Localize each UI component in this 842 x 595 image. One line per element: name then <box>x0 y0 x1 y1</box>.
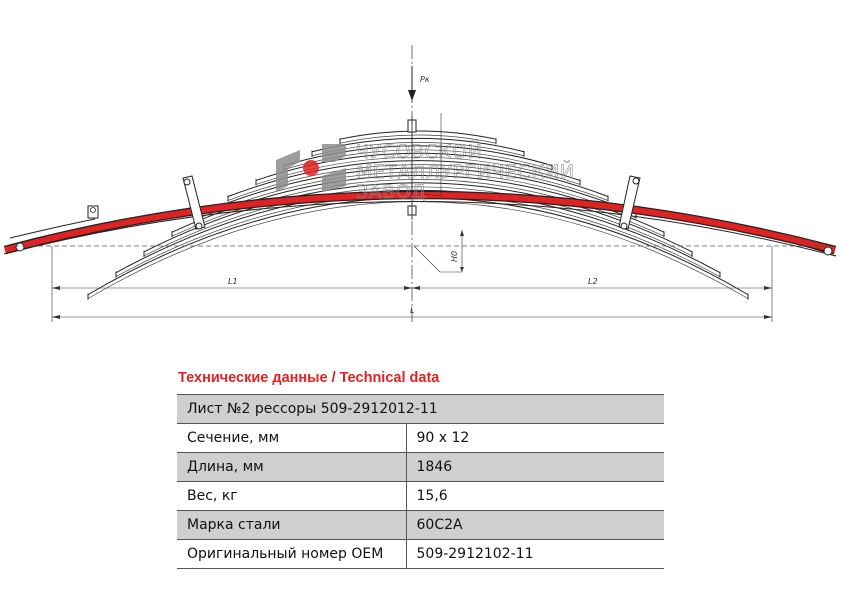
spec-value: 90 x 12 <box>406 424 664 453</box>
dimension-l <box>52 306 772 319</box>
spec-row <box>177 453 664 482</box>
watermark-logo-icon <box>276 144 346 192</box>
spec-value: 1846 <box>406 453 664 482</box>
spec-title: Технические данные / Technical data <box>178 370 440 386</box>
height-dimension <box>414 230 464 272</box>
spec-row <box>177 511 664 540</box>
spec-value: 15,6 <box>406 482 664 511</box>
main-leaf <box>4 201 836 256</box>
spec-label: Длина, мм <box>177 453 406 482</box>
load-label: Pк <box>420 75 430 84</box>
dim-l2-label: L2 <box>588 277 598 286</box>
load-arrow <box>408 66 430 101</box>
dim-l1-label: L1 <box>228 277 238 286</box>
spec-row <box>177 482 664 511</box>
spec-row <box>177 424 664 453</box>
spec-label: Вес, кг <box>177 482 406 511</box>
spec-header: Лист №2 рессоры 509-2912012-11 <box>177 395 664 424</box>
left-eye <box>16 243 24 251</box>
watermark-line3: ЗАВОД <box>356 181 427 203</box>
spec-table <box>177 394 664 569</box>
rebound-clip <box>88 206 98 218</box>
watermark-line2: МЕТАЛЛУРГИЧЕСКИЙ <box>356 161 575 183</box>
spec-row <box>177 540 664 569</box>
spec-label: Оригинальный номер OEM <box>177 540 406 569</box>
spec-value: 60С2А <box>406 511 664 540</box>
height-label: H0 <box>450 250 459 262</box>
highlighted-leaf-fill <box>5 195 835 250</box>
dim-l-label: L <box>410 306 415 315</box>
right-clamp <box>619 176 640 229</box>
spec-value: 509-2912102-11 <box>406 540 664 569</box>
highlighted-leaf <box>5 195 835 250</box>
right-eye <box>824 247 832 255</box>
left-clamp <box>183 176 205 229</box>
watermark-line1: ЧУСОВСКОЙ <box>356 141 483 163</box>
spec-label: Марка стали <box>177 511 406 540</box>
spec-header-row <box>177 395 664 424</box>
spec-label: Сечение, мм <box>177 424 406 453</box>
